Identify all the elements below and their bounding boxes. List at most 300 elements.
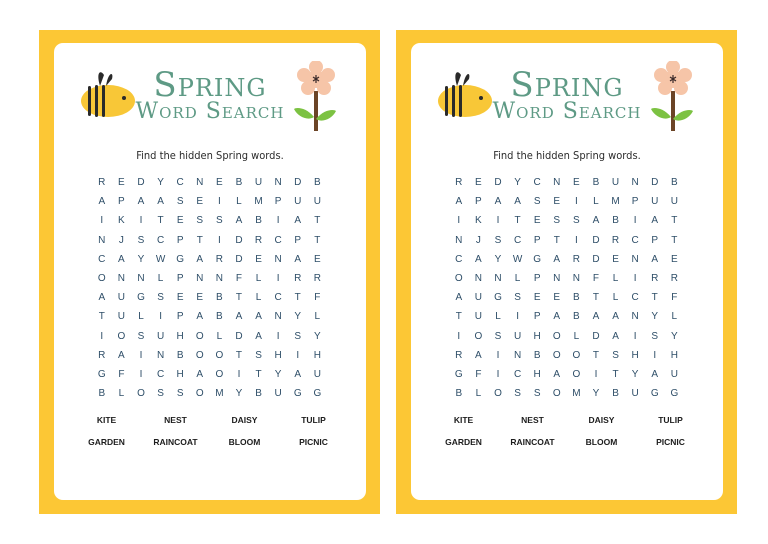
grid-letter: A (553, 368, 561, 380)
grid-letter: L (157, 273, 164, 285)
grid-letter: T (157, 215, 164, 227)
grid-letter: T (651, 292, 658, 304)
grid-letter: I (594, 368, 598, 380)
letter-grid (92, 173, 328, 403)
grid-letter: G (650, 388, 659, 400)
grid-letter: O (552, 388, 561, 400)
grid-letter: Y (137, 253, 145, 265)
grid-letter: L (216, 330, 223, 342)
grid-letter: L (138, 311, 144, 323)
grid-row (449, 288, 685, 307)
grid-letter: A (196, 311, 204, 323)
grid-letter: N (196, 177, 204, 189)
grid-letter: N (553, 273, 561, 285)
grid-letter: Y (651, 311, 659, 323)
grid-letter: E (553, 196, 561, 208)
grid-letter: A (196, 253, 204, 265)
grid-letter: A (196, 368, 204, 380)
word-list-item: GARDEN (88, 437, 125, 447)
grid-row (449, 250, 685, 269)
grid-letter: U (513, 330, 522, 342)
grid-letter: C (513, 234, 522, 246)
grid-letter: A (651, 253, 659, 265)
grid-letter: A (475, 349, 482, 361)
grid-letter: A (157, 196, 164, 208)
grid-letter: C (274, 292, 282, 304)
grid-letter: B (573, 292, 580, 304)
grid-letter: B (176, 349, 184, 361)
grid-letter: M (254, 196, 263, 208)
grid-letter: Y (313, 330, 321, 342)
grid-letter: N (513, 349, 522, 361)
grid-letter: Y (294, 311, 302, 323)
grid-letter: S (157, 292, 164, 304)
grid-letter: Y (494, 253, 502, 265)
grid-letter: I (457, 330, 461, 342)
grid-letter: I (496, 215, 500, 227)
grid-letter: O (474, 330, 483, 342)
flower-icon (651, 61, 695, 133)
grid-letter: O (572, 368, 581, 380)
grid-letter: F (475, 368, 482, 380)
grid-letter: U (156, 330, 165, 342)
title-line-1: Spring (510, 65, 624, 105)
grid-letter: M (215, 388, 224, 400)
grid-letter: I (217, 234, 221, 246)
grid-letter: E (533, 292, 541, 304)
grid-letter: I (296, 349, 300, 361)
grid-letter: I (574, 234, 578, 246)
grid-letter: R (572, 253, 580, 265)
grid-letter: P (294, 234, 302, 246)
grid-letter: B (216, 311, 223, 323)
grid-letter: D (235, 253, 243, 265)
grid-letter: R (294, 273, 302, 285)
grid-letter: T (98, 311, 105, 323)
grid-letter: K (475, 215, 482, 227)
grid-letter: B (98, 388, 106, 400)
grid-row (92, 288, 328, 307)
grid-letter: P (176, 273, 184, 285)
word-list-item: TULIP (301, 415, 326, 425)
grid-letter: D (235, 330, 243, 342)
grid-letter: G (176, 253, 185, 265)
instructions: Find the hidden Spring words. (136, 149, 284, 162)
grid-row (92, 192, 328, 211)
grid-letter: O (195, 349, 204, 361)
grid-letter: S (494, 330, 502, 342)
grid-letter: E (255, 253, 262, 265)
grid-letter: H (313, 349, 321, 361)
word-list-item: RAINCOAT (153, 437, 198, 447)
grid-row (92, 384, 328, 403)
word-list-item: KITE (453, 415, 474, 425)
grid-letter: S (216, 215, 223, 227)
grid-letter: H (176, 330, 184, 342)
grid-letter: L (255, 292, 262, 304)
grid-letter: N (274, 177, 282, 189)
grid-letter: R (670, 273, 678, 285)
grid-letter: A (553, 311, 561, 323)
grid-letter: I (276, 273, 280, 285)
grid-letter: J (118, 234, 124, 246)
word-list-item: GARDEN (445, 437, 482, 447)
worksheet-card (411, 43, 723, 500)
grid-letter: G (137, 292, 145, 304)
grid-letter: P (475, 196, 482, 208)
grid-letter: B (573, 311, 580, 323)
grid-letter: S (255, 349, 262, 361)
flower-icon (294, 61, 338, 133)
grid-letter: A (118, 349, 125, 361)
grid-letter: D (592, 234, 600, 246)
grid-letter: C (533, 177, 541, 189)
grid-letter: P (651, 234, 659, 246)
grid-letter: A (553, 253, 561, 265)
grid-row (449, 327, 685, 346)
grid-letter: U (474, 292, 482, 304)
grid-letter: P (274, 196, 282, 208)
grid-letter: E (176, 292, 184, 304)
grid-letter: L (236, 196, 242, 208)
grid-letter: D (137, 177, 145, 189)
grid-row (92, 365, 328, 384)
grid-letter: B (612, 388, 619, 400)
grid-letter: U (313, 368, 321, 380)
grid-letter: J (475, 234, 481, 246)
word-list-item: PICNIC (656, 437, 685, 447)
grid-letter: O (494, 388, 502, 400)
word-list-item: DAISY (588, 415, 615, 425)
grid-letter: H (176, 368, 184, 380)
grid-letter: I (139, 368, 143, 380)
grid-letter: A (235, 215, 243, 227)
grid-letter: D (294, 177, 302, 189)
word-list (429, 415, 705, 447)
word-list-item: KITE (96, 415, 117, 425)
instructions: Find the hidden Spring words. (493, 149, 641, 162)
grid-letter: S (533, 388, 541, 400)
grid-letter: N (455, 234, 463, 246)
grid-letter: U (611, 177, 620, 189)
grid-letter: P (176, 311, 184, 323)
grid-letter: I (633, 215, 637, 227)
grid-letter: B (235, 177, 243, 189)
grid-letter: B (216, 292, 223, 304)
worksheet-card (54, 43, 366, 500)
grid-letter: H (670, 349, 678, 361)
grid-row (92, 269, 328, 288)
word-list-item: RAINCOAT (510, 437, 555, 447)
grid-letter: U (474, 311, 482, 323)
grid-letter: U (651, 196, 659, 208)
grid-letter: N (553, 177, 561, 189)
grid-letter: D (592, 330, 600, 342)
grid-letter: Y (592, 388, 600, 400)
grid-letter: S (137, 234, 145, 246)
grid-letter: I (496, 349, 500, 361)
grid-letter: Y (670, 330, 678, 342)
grid-letter: N (137, 273, 145, 285)
grid-letter: B (670, 177, 678, 189)
grid-letter: C (631, 234, 639, 246)
grid-letter: H (533, 368, 541, 380)
grid-letter: F (671, 292, 678, 304)
grid-letter: A (98, 196, 106, 208)
grid-letter: C (513, 368, 522, 380)
grid-letter: G (313, 388, 322, 400)
grid-letter: N (274, 253, 282, 265)
grid-letter: R (611, 234, 620, 246)
grid-letter: O (137, 388, 145, 400)
grid-letter: L (475, 388, 482, 400)
grid-letter: U (294, 196, 302, 208)
grid-letter: E (196, 196, 204, 208)
word-list-item: TULIP (658, 415, 683, 425)
grid-letter: T (455, 311, 462, 323)
grid-letter: R (254, 234, 263, 246)
grid-letter: G (670, 388, 679, 400)
grid-letter: U (117, 311, 125, 323)
grid-letter: L (612, 273, 619, 285)
grid-letter: O (117, 330, 126, 342)
grid-letter: P (533, 311, 541, 323)
grid-letter: M (572, 388, 581, 400)
word-list-item: BLOOM (585, 437, 618, 447)
grid-letter: R (313, 273, 321, 285)
grid-row (449, 384, 685, 403)
grid-letter: T (196, 234, 203, 246)
grid-letter: O (195, 330, 204, 342)
grid-letter: S (494, 234, 502, 246)
grid-letter: A (612, 330, 619, 342)
grid-row (449, 231, 685, 250)
grid-letter: N (274, 311, 282, 323)
grid-letter: F (592, 273, 599, 285)
grid-letter: Y (631, 368, 639, 380)
word-list-item: PICNIC (299, 437, 328, 447)
grid-row (92, 173, 328, 192)
grid-letter: T (314, 234, 321, 246)
grid-letter: K (118, 215, 125, 227)
grid-letter: T (671, 234, 678, 246)
grid-row (449, 269, 685, 288)
grid-letter: T (553, 234, 560, 246)
grid-letter: O (572, 349, 581, 361)
grid-letter: E (573, 177, 580, 189)
grid-letter: N (474, 273, 482, 285)
grid-letter: A (255, 330, 262, 342)
letter-grid (449, 173, 685, 403)
grid-letter: S (651, 330, 659, 342)
grid-letter: A (294, 215, 302, 227)
grid-letter: A (294, 253, 302, 265)
grid-letter: P (118, 196, 125, 208)
grid-letter: C (274, 234, 282, 246)
grid-letter: N (494, 273, 502, 285)
grid-letter: Y (235, 388, 243, 400)
grid-letter: O (97, 273, 106, 285)
grid-letter: I (139, 349, 143, 361)
grid-letter: R (651, 273, 659, 285)
grid-letter: A (118, 253, 125, 265)
grid-letter: A (514, 196, 521, 208)
grid-letter: S (514, 388, 521, 400)
grid-letter: F (118, 368, 125, 380)
grid-letter: T (255, 368, 262, 380)
grid-letter: T (514, 215, 521, 227)
grid-letter: S (573, 215, 580, 227)
grid-letter: A (592, 215, 600, 227)
grid-letter: T (235, 292, 242, 304)
grid-row (92, 231, 328, 250)
grid-letter: U (631, 388, 639, 400)
grid-letter: A (455, 196, 463, 208)
grid-letter: F (314, 292, 321, 304)
grid-letter: Y (514, 177, 521, 189)
grid-letter: C (156, 234, 165, 246)
grid-letter: D (651, 177, 659, 189)
grid-letter: A (592, 311, 600, 323)
grid-letter: B (255, 388, 262, 400)
word-list-item: BLOOM (228, 437, 261, 447)
grid-letter: L (495, 311, 501, 323)
grid-letter: I (633, 273, 637, 285)
grid-letter: W (512, 253, 523, 265)
title-line-1: Spring (153, 65, 267, 105)
grid-letter: E (313, 253, 321, 265)
grid-letter: O (552, 330, 561, 342)
grid-letter: B (313, 177, 321, 189)
grid-letter: A (455, 292, 463, 304)
grid-letter: A (98, 292, 106, 304)
grid-letter: L (593, 196, 599, 208)
word-list-item: NEST (164, 415, 187, 425)
grid-letter: U (274, 388, 282, 400)
grid-letter: L (255, 273, 262, 285)
grid-letter: N (98, 234, 106, 246)
grid-letter: N (215, 273, 223, 285)
grid-letter: T (612, 368, 619, 380)
grid-letter: R (98, 349, 106, 361)
grid-letter: P (533, 234, 541, 246)
grid-letter: I (574, 196, 578, 208)
worksheet-right (396, 30, 737, 514)
grid-letter: H (631, 349, 639, 361)
grid-letter: N (631, 253, 639, 265)
grid-row (92, 327, 328, 346)
grid-letter: L (573, 330, 580, 342)
grid-letter: I (139, 215, 143, 227)
grid-letter: L (514, 273, 521, 285)
grid-letter: T (314, 215, 321, 227)
grid-letter: P (176, 234, 184, 246)
grid-letter: G (533, 253, 542, 265)
grid-row (92, 250, 328, 269)
grid-letter: G (454, 368, 463, 380)
grid-letter: C (156, 368, 165, 380)
grid-letter: S (533, 196, 541, 208)
grid-letter: B (612, 215, 619, 227)
grid-letter: A (235, 311, 243, 323)
grid-letter: T (235, 349, 242, 361)
title-line-2: Word Search (135, 99, 285, 124)
grid-letter: A (294, 368, 302, 380)
grid-letter: E (118, 177, 125, 189)
grid-letter: G (97, 368, 106, 380)
word-list-item: NEST (521, 415, 544, 425)
grid-letter: C (455, 253, 463, 265)
grid-letter: B (533, 349, 541, 361)
grid-row (92, 211, 328, 230)
grid-letter: I (159, 311, 162, 323)
grid-letter: M (611, 196, 620, 208)
grid-letter: G (293, 388, 302, 400)
grid-letter: E (475, 177, 482, 189)
grid-letter: I (100, 330, 104, 342)
grid-letter: L (612, 292, 619, 304)
grid-letter: L (314, 311, 321, 323)
grid-row (449, 365, 685, 384)
grid-letter: S (294, 330, 302, 342)
grid-letter: I (496, 368, 500, 380)
grid-letter: A (651, 368, 659, 380)
grid-letter: I (457, 215, 461, 227)
grid-letter: F (235, 273, 242, 285)
grid-letter: R (455, 177, 463, 189)
grid-letter: O (552, 349, 561, 361)
grid-row (449, 307, 685, 326)
grid-letter: E (670, 253, 678, 265)
grid-letter: N (631, 177, 639, 189)
title-line-2: Word Search (492, 99, 642, 124)
grid-row (449, 211, 685, 230)
grid-letter: S (176, 196, 184, 208)
grid-letter: L (671, 311, 678, 323)
word-list (72, 415, 348, 447)
grid-letter: I (633, 330, 637, 342)
worksheet-left (39, 30, 380, 514)
grid-letter: R (98, 177, 106, 189)
grid-letter: R (455, 349, 463, 361)
grid-letter: N (196, 273, 204, 285)
grid-letter: L (118, 388, 125, 400)
grid-letter: R (215, 253, 223, 265)
grid-row (449, 173, 685, 192)
grid-letter: A (651, 215, 659, 227)
grid-letter: U (670, 196, 678, 208)
grid-letter: A (255, 311, 262, 323)
grid-letter: I (276, 215, 280, 227)
grid-letter: E (553, 292, 561, 304)
grid-letter: A (612, 311, 619, 323)
grid-letter: U (313, 196, 321, 208)
grid-letter: E (612, 253, 619, 265)
grid-letter: B (592, 177, 600, 189)
grid-letter: E (196, 292, 204, 304)
grid-letter: E (176, 215, 184, 227)
grid-letter: W (155, 253, 166, 265)
grid-letter: S (196, 215, 204, 227)
grid-letter: A (494, 196, 502, 208)
grid-letter: O (215, 349, 224, 361)
grid-letter: I (237, 368, 241, 380)
grid-letter: B (255, 215, 262, 227)
grid-letter: C (631, 292, 639, 304)
grid-letter: I (217, 196, 221, 208)
grid-letter: G (494, 292, 502, 304)
grid-letter: I (276, 330, 280, 342)
